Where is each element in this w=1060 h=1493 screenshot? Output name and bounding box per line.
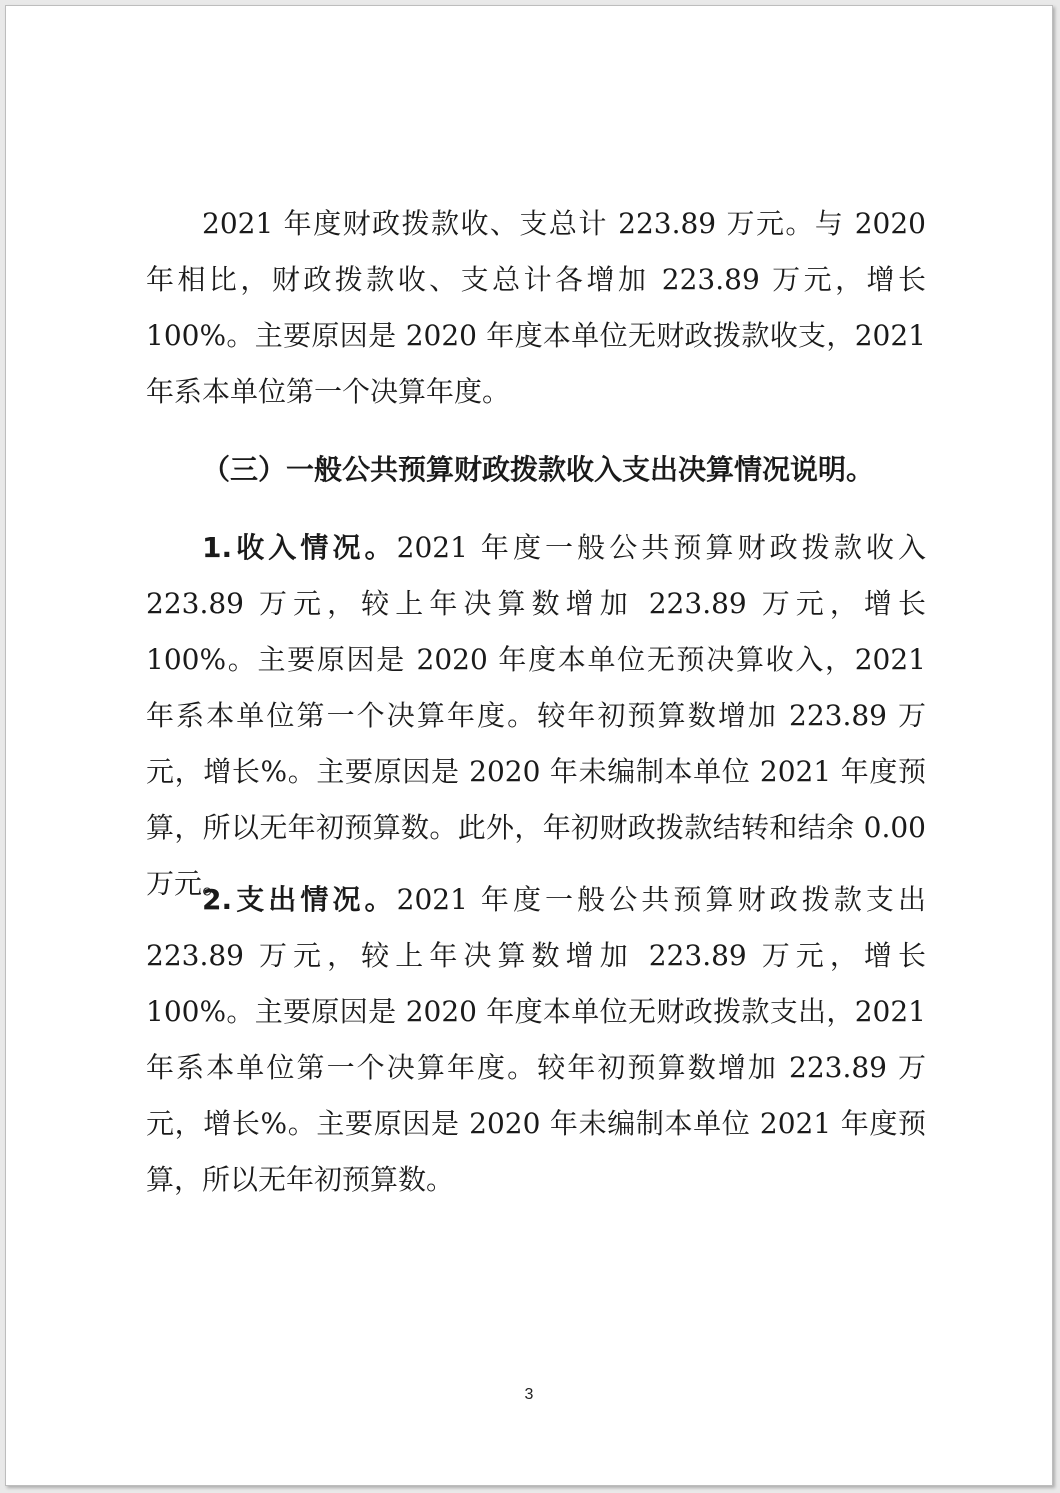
income-title: 1.收入情况。 [202,531,397,564]
page-number: 3 [524,1386,534,1403]
income-text: 2021 年度一般公共预算财政拨款收入 223.89 万元，较上年决算数增加 223.89 万元，增长 100%。主要原因是 2020 年度本单位无预决算收入，2021 年系本单位第一个决算年度。较年初预算数增加 223.89 万元，增长%。主要原因是 2020 年未编制本单位 2021 年度预算，所以无年初预算数。此外，年初财政拨款结转和结余 0.00 万元。 [146,531,926,900]
paragraph-fiscal-total [146,196,926,420]
section-heading: （三）一般公共预算财政拨款收入支出决算情况说明。 [202,453,875,486]
document-page [5,5,1053,1486]
expenditure-title: 2.支出情况。 [202,883,397,916]
paragraph-fiscal-total-text: 2021 年度财政拨款收、支总计 223.89 万元。与 2020 年相比，财政拨款收、支总计各增加 223.89 万元，增长 100%。主要原因是 2020 年度本单位无财政拨款收支，2021 年系本单位第一个决算年度。 [146,207,926,408]
paragraph-income [146,520,926,912]
expenditure-text: 2021 年度一般公共预算财政拨款支出 223.89 万元，较上年决算数增加 223.89 万元，增长 100%。主要原因是 2020 年度本单位无财政拨款支出，2021 年系本单位第一个决算年度。较年初预算数增加 223.89 万元，增长%。主要原因是 2020 年未编制本单位 2021 年度预算，所以无年初预算数。 [146,883,926,1196]
paragraph-expenditure [146,872,926,1208]
